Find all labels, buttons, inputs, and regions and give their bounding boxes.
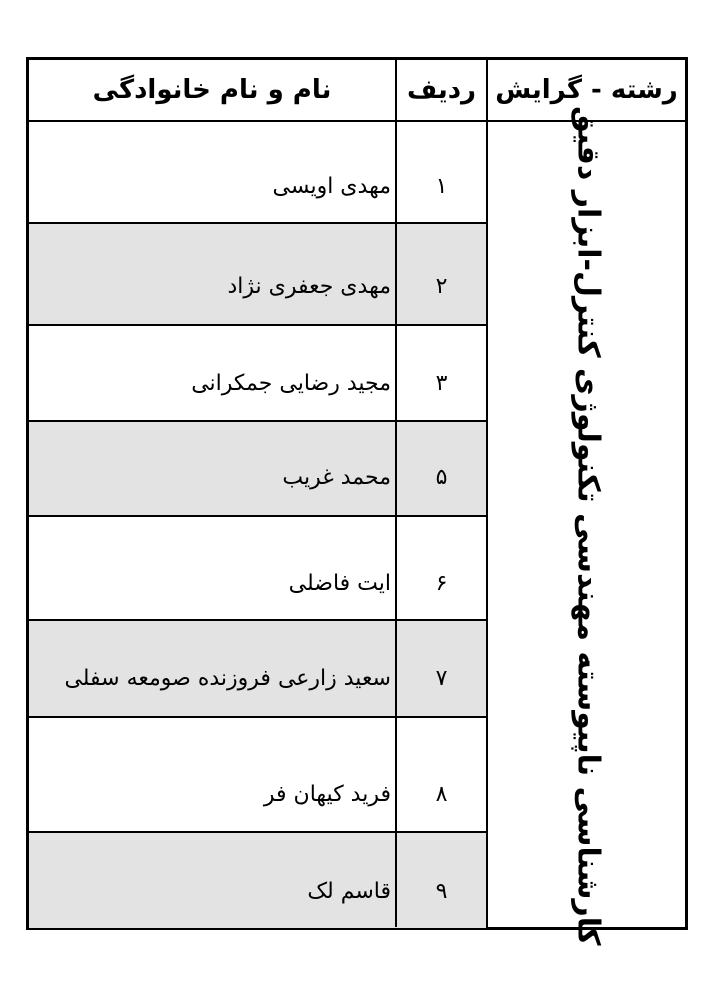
row-index: ۵ [435, 465, 448, 490]
student-name: مجید رضایی جمکرانی [191, 371, 391, 396]
table-row [29, 718, 486, 832]
row-divider [29, 619, 486, 621]
row-index: ۹ [435, 879, 448, 904]
row-index: ۶ [435, 571, 448, 596]
student-name: محمد غریب [282, 465, 391, 490]
table-row [29, 422, 486, 516]
row-index: ۲ [435, 274, 448, 299]
table-row [29, 224, 486, 325]
table-row [29, 621, 486, 717]
row-divider [29, 515, 486, 517]
student-name: سعید زارعی فروزنده صومعه سفلی [64, 666, 391, 691]
row-divider [29, 324, 486, 326]
major-cell [488, 106, 688, 946]
table-row [29, 122, 486, 223]
student-name: قاسم لک [307, 879, 391, 904]
student-name: فرید کیهان فر [263, 782, 391, 807]
row-divider [29, 831, 486, 833]
row-index: ۸ [435, 782, 448, 807]
row-divider [29, 222, 486, 224]
major-column-header: رشته - گرایش [495, 75, 678, 105]
student-name: مهدی جعفری نژاد [227, 274, 391, 299]
student-name: مهدی اویسی [272, 174, 391, 199]
row-index: ۷ [435, 666, 448, 691]
row-divider [29, 716, 486, 718]
column-divider [395, 60, 397, 927]
table-row [29, 517, 486, 620]
major-text: کارشناسی ناپیوسته مهندسی تکنولوژی کنترل-ابزار دقیق [570, 106, 606, 946]
row-divider [29, 420, 486, 422]
student-name: ایت فاضلی [288, 571, 391, 596]
index-column-header: ردیف [406, 75, 477, 105]
students-table [26, 57, 688, 946]
row-index: ۱ [435, 174, 448, 199]
row-index: ۳ [435, 371, 448, 396]
table-row [29, 833, 486, 928]
table-row [29, 326, 486, 421]
name-column-header: نام و نام خانوادگی [92, 75, 332, 105]
